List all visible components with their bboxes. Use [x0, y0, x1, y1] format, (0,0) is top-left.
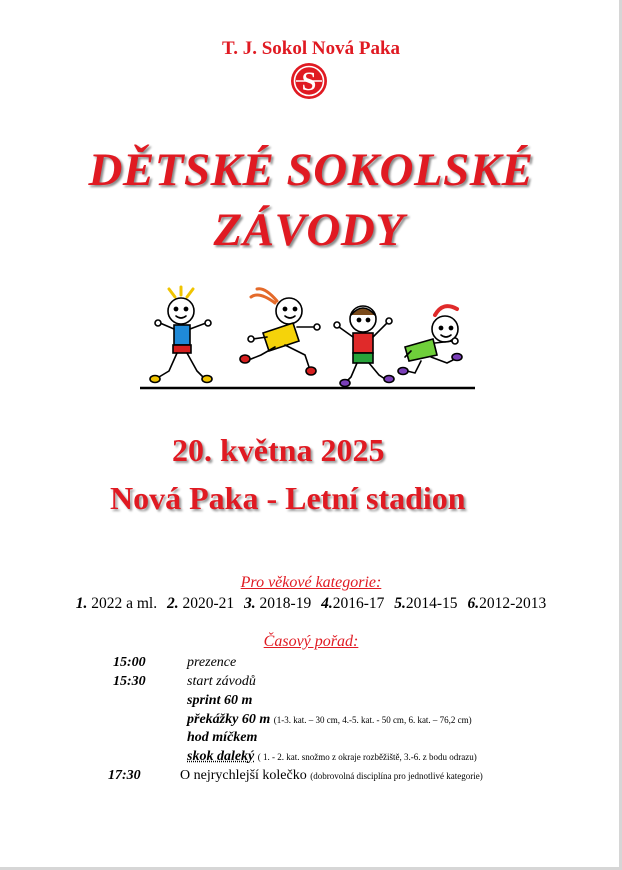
schedule-time: 17:30 [108, 768, 141, 783]
category-years: 2022 a ml. [87, 595, 158, 612]
category-years: 2018-19 [255, 595, 312, 612]
category-item [467, 595, 546, 612]
category-number: 2. [167, 595, 179, 612]
schedule-item-registration: prezence [187, 655, 237, 670]
discipline-jump: skok daleký [187, 749, 255, 764]
discipline-hurdles-row [187, 712, 472, 728]
logo-letter: S [301, 67, 317, 96]
running-children-icon [135, 285, 480, 393]
categories-list [0, 595, 622, 613]
page-title-line1: DĚTSKÉ SOKOLSKÉ [88, 144, 534, 196]
sokol-emblem-icon [290, 62, 328, 100]
schedule-item-fastest-lap-note: (dobrovolná disciplína pro jednotlivé kategorie) [310, 771, 483, 781]
discipline-jump-row [187, 749, 477, 765]
category-item [244, 595, 311, 612]
category-number: 5. [394, 595, 406, 612]
category-item [321, 595, 384, 612]
schedule-time: 15:30 [113, 674, 146, 689]
discipline-sprint: sprint 60 m [187, 693, 253, 708]
organization-name: T. J. Sokol Nová Paka [221, 38, 401, 59]
category-number: 6. [467, 595, 480, 612]
categories-heading: Pro věkové kategorie: [240, 574, 382, 591]
discipline-hurdles: překážky 60 m [187, 712, 271, 727]
event-place: Nová Paka - Letní stadion [110, 480, 466, 516]
schedule-item-start: start závodů [187, 674, 256, 689]
category-years: 2014-15 [405, 595, 458, 612]
category-number: 4. [321, 595, 333, 612]
category-number: 1. [75, 595, 88, 612]
schedule-item-fastest-lap: O nejrychlejší kolečko [180, 768, 307, 783]
category-item [167, 595, 234, 612]
schedule-heading: Časový pořad: [263, 633, 359, 650]
schedule-time: 15:00 [113, 655, 146, 670]
discipline-throw: hod míčkem [187, 730, 258, 745]
category-item [394, 595, 457, 612]
category-years: 2020-21 [178, 595, 235, 612]
category-item [76, 595, 157, 612]
schedule-item-fastest-lap-row [180, 768, 483, 784]
category-years: 2016-17 [332, 595, 385, 612]
discipline-hurdles-note: (1-3. kat. – 30 cm, 4.-5. kat. - 50 cm, 6. kat. – 76,2 cm) [273, 715, 472, 725]
discipline-jump-note: ( 1. - 2. kat. snožmo z okraje rozběžiště, 3.-6. z bodu odrazu) [257, 752, 477, 762]
category-years: 2012-2013 [479, 595, 547, 612]
event-date: 20. května 2025 [172, 432, 385, 468]
category-number: 3. [244, 595, 256, 612]
page-title-line2: ZÁVODY [213, 204, 405, 256]
